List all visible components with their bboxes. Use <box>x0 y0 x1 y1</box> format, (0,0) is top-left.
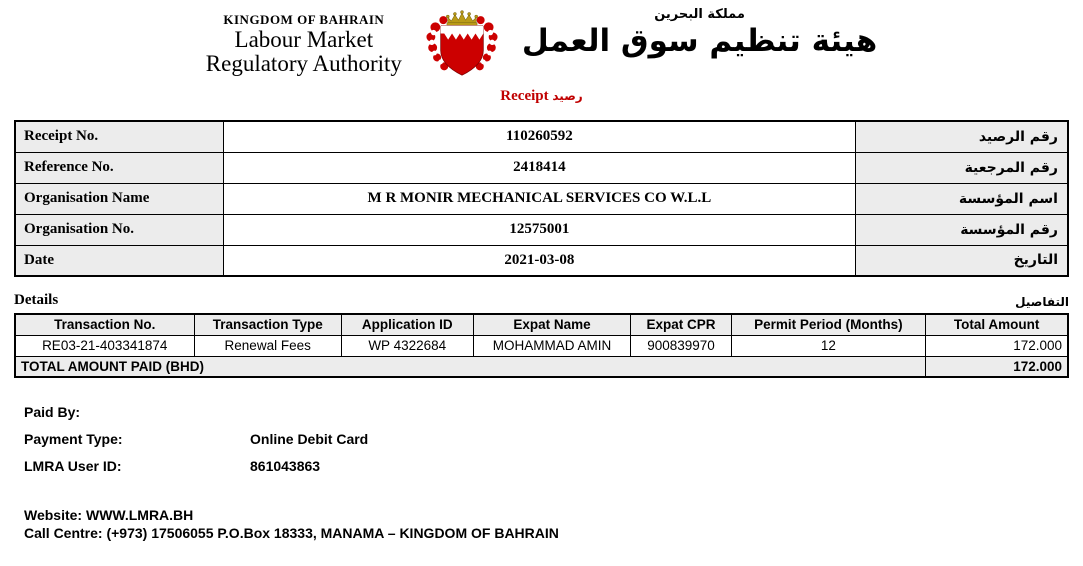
details-header-row <box>15 314 1068 335</box>
organisation-name-value: M R MONIR MECHANICAL SERVICES CO W.L.L <box>223 183 855 214</box>
authority-arabic-calligraphy: هيئة تنظيم سوق العمل <box>521 23 878 60</box>
payment-type-value: Online Debit Card <box>250 431 369 447</box>
lmra-user-id-row <box>24 458 1069 474</box>
lmra-user-id-value: 861043863 <box>250 458 321 474</box>
website-line: Website: WWW.LMRA.BH <box>24 507 194 523</box>
payment-type-row <box>24 431 1069 447</box>
details-heading <box>14 292 1069 309</box>
details-heading-arabic: التفاصيل <box>1015 295 1069 309</box>
col-permit-period: Permit Period (Months) <box>731 314 926 335</box>
date-value: 2021-03-08 <box>223 245 855 276</box>
col-transaction-no: Transaction No. <box>15 314 194 335</box>
receipt-title-arabic: رصيد <box>552 89 583 103</box>
organisation-name-label: Organisation Name <box>15 183 223 214</box>
table-row <box>15 183 1068 214</box>
paid-by-row <box>24 404 1069 420</box>
receipt-title-english: Receipt <box>500 88 549 104</box>
col-expat-cpr: Expat CPR <box>631 314 731 335</box>
expat-name-cell: MOHAMMAD AMIN <box>473 335 631 356</box>
receipt-no-label: Receipt No. <box>15 121 223 152</box>
table-row <box>15 214 1068 245</box>
total-row <box>15 356 1068 377</box>
transaction-details-table <box>14 313 1069 378</box>
table-row <box>15 121 1068 152</box>
table-row <box>15 245 1068 276</box>
date-label-arabic: التاريخ <box>855 245 1068 276</box>
paid-by-label: Paid By: <box>24 404 81 420</box>
expat-cpr-cell: 900839970 <box>631 335 731 356</box>
date-label: Date <box>15 245 223 276</box>
col-transaction-type: Transaction Type <box>194 314 341 335</box>
permit-period-cell: 12 <box>731 335 926 356</box>
organisation-no-label: Organisation No. <box>15 214 223 245</box>
footer <box>14 506 1069 542</box>
organisation-no-value: 12575001 <box>223 214 855 245</box>
reference-no-value: 2418414 <box>223 152 855 183</box>
payment-section <box>14 404 1069 474</box>
transaction-type-cell: Renewal Fees <box>194 335 341 356</box>
call-centre-line: Call Centre: (+973) 17506055 P.O.Box 18333, MANAMA – KINGDOM OF BAHRAIN <box>24 525 559 542</box>
authority-name-english <box>206 6 402 76</box>
col-total-amount: Total Amount <box>926 314 1068 335</box>
payment-type-label: Payment Type: <box>24 431 123 447</box>
header <box>14 0 1069 84</box>
total-paid-label: TOTAL AMOUNT PAID (BHD) <box>15 356 926 377</box>
bahrain-coat-of-arms-icon <box>422 6 502 84</box>
total-amount-cell: 172.000 <box>926 335 1068 356</box>
lmra-user-id-label: LMRA User ID: <box>24 458 122 474</box>
authority-line-1: Labour Market <box>234 27 374 52</box>
transaction-no-cell: RE03-21-403341874 <box>15 335 194 356</box>
details-data-row <box>15 335 1068 356</box>
total-paid-value: 172.000 <box>926 356 1068 377</box>
col-application-id: Application ID <box>341 314 473 335</box>
reference-no-label: Reference No. <box>15 152 223 183</box>
reference-no-label-arabic: رقم المرجعية <box>855 152 1068 183</box>
organisation-name-label-arabic: اسم المؤسسة <box>855 183 1068 214</box>
receipt-no-value: 110260592 <box>223 121 855 152</box>
receipt-no-label-arabic: رقم الرصيد <box>855 121 1068 152</box>
receipt-title <box>14 88 1069 105</box>
receipt-summary-table <box>14 120 1069 277</box>
authority-name-arabic <box>522 6 877 60</box>
organisation-no-label-arabic: رقم المؤسسة <box>855 214 1068 245</box>
details-heading-english: Details <box>14 292 59 308</box>
country-name: KINGDOM OF BAHRAIN <box>223 12 385 27</box>
authority-line-2: Regulatory Authority <box>205 51 402 77</box>
application-id-cell: WP 4322684 <box>341 335 473 356</box>
table-row <box>15 152 1068 183</box>
col-expat-name: Expat Name <box>473 314 631 335</box>
country-name-arabic: مملكة البحرين <box>654 7 745 22</box>
